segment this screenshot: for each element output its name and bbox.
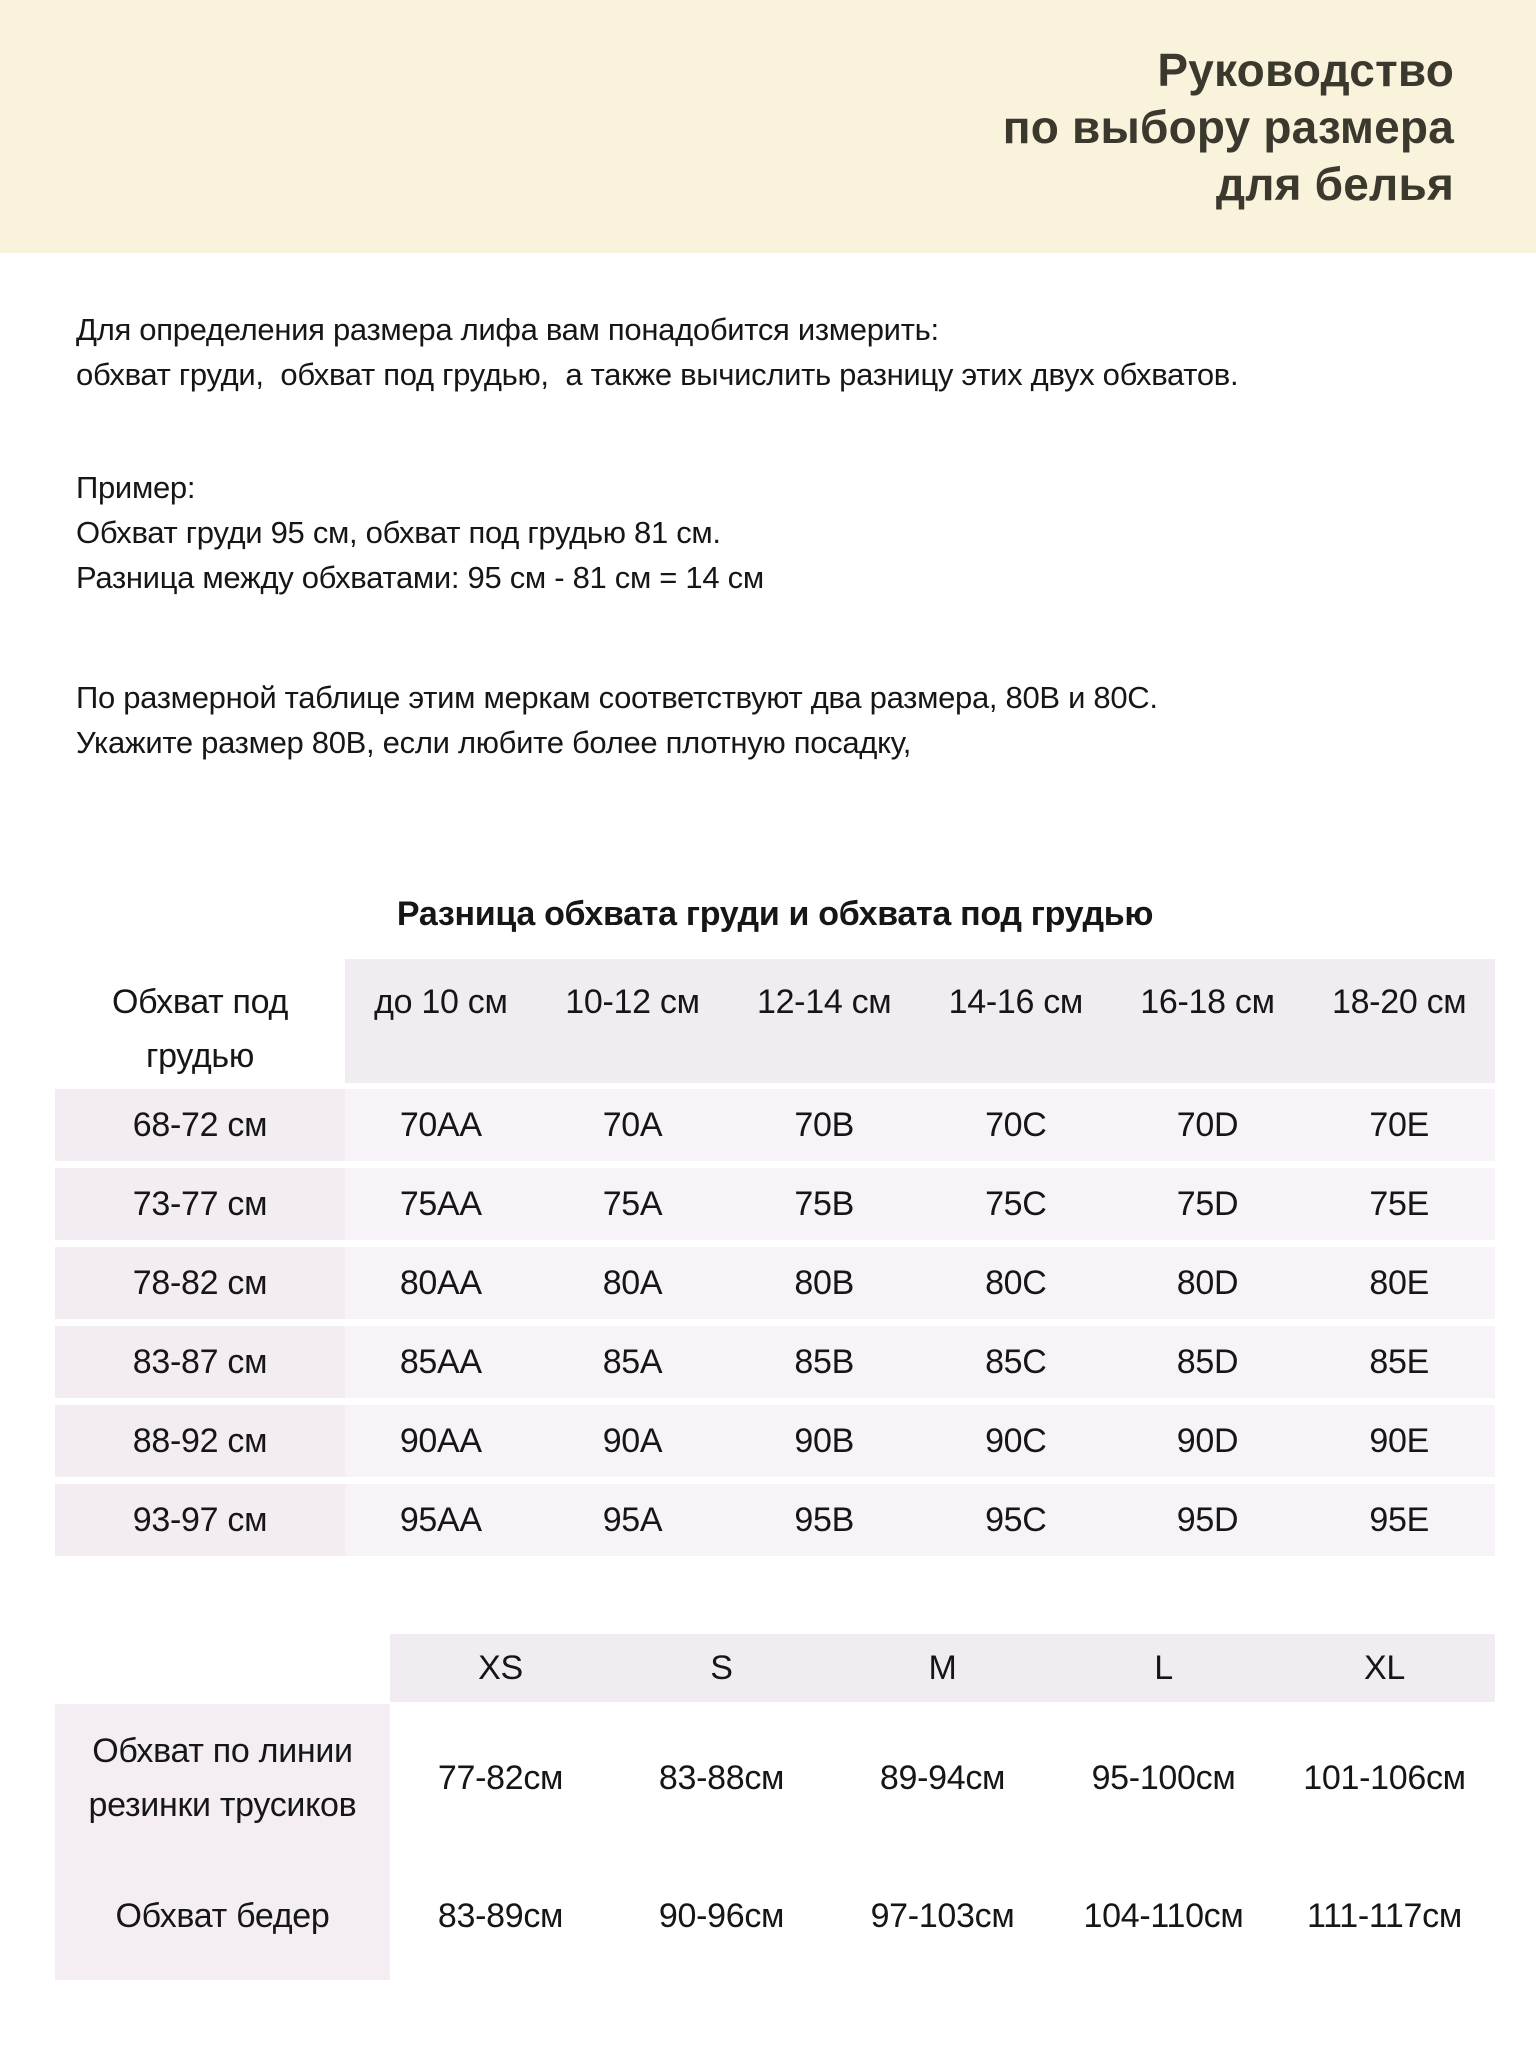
bra-table-title: Разница обхвата груди и обхвата под грудью: [396, 895, 1154, 933]
panty-size-cell: 97-103см: [832, 1852, 1053, 1980]
bra-size-cell: 80AA: [345, 1247, 537, 1319]
bra-column-header: 18-20 см: [1303, 959, 1495, 1083]
page-title: [0, 42, 1454, 213]
bra-size-cell: 95AA: [345, 1484, 537, 1556]
bra-row-label: 83-87 см: [55, 1326, 345, 1398]
example-paragraph: [0, 397, 1536, 600]
bra-table-row: [55, 1089, 1495, 1161]
recommendation-line-1: По размерной таблице этим меркам соответствуют два размера, 80B и 80C.: [76, 680, 1158, 715]
panty-column-header: S: [611, 1634, 832, 1702]
bra-size-cell: 80E: [1303, 1247, 1495, 1319]
bra-row-label: 73-77 см: [55, 1168, 345, 1240]
bra-corner-label: [55, 959, 345, 1083]
panty-size-cell: 77-82см: [390, 1704, 611, 1852]
bra-size-cell: 70AA: [345, 1089, 537, 1161]
bra-row-label: 88-92 см: [55, 1405, 345, 1477]
bra-table-body: [55, 1089, 1495, 1556]
panty-table-header-row: [55, 1634, 1495, 1702]
panty-size-cell: 95-100см: [1053, 1704, 1274, 1852]
bra-size-cell: 95E: [1303, 1484, 1495, 1556]
example-line-1: Обхват груди 95 см, обхват под грудью 81 см.: [76, 515, 721, 550]
bra-column-header: 16-18 см: [1112, 959, 1304, 1083]
bra-size-cell: 75D: [1112, 1168, 1304, 1240]
bra-column-header: 12-14 см: [728, 959, 920, 1083]
page-title-line-3: для белья: [1215, 158, 1454, 210]
bra-table-row: [55, 1405, 1495, 1477]
panty-size-cell: 90-96см: [611, 1852, 832, 1980]
bra-size-cell: 80A: [537, 1247, 729, 1319]
panty-size-cell: 104-110см: [1053, 1852, 1274, 1980]
bra-size-cell: 90E: [1303, 1405, 1495, 1477]
content: [0, 253, 1536, 1980]
bra-size-cell: 75C: [920, 1168, 1112, 1240]
recommendation-paragraph: [0, 600, 1536, 765]
bra-row-label: 78-82 см: [55, 1247, 345, 1319]
bra-size-cell: 75E: [1303, 1168, 1495, 1240]
bra-column-header: до 10 см: [345, 959, 537, 1083]
bra-size-cell: 95D: [1112, 1484, 1304, 1556]
bra-size-cell: 80C: [920, 1247, 1112, 1319]
panty-column-header: L: [1053, 1634, 1274, 1702]
panty-row-label: Обхват по линии резинки трусиков: [55, 1704, 390, 1852]
bra-table-row: [55, 1326, 1495, 1398]
bra-column-header: 10-12 см: [537, 959, 729, 1083]
panty-size-cell: 101-106см: [1274, 1704, 1495, 1852]
bra-size-cell: 95C: [920, 1484, 1112, 1556]
example-line-2: Разница между обхватами: 95 см - 81 см = 14 см: [76, 560, 764, 595]
panty-column-header: M: [832, 1634, 1053, 1702]
panty-size-table: [55, 1634, 1495, 1980]
bra-size-cell: 70C: [920, 1089, 1112, 1161]
bra-size-cell: 70B: [728, 1089, 920, 1161]
bra-size-cell: 85AA: [345, 1326, 537, 1398]
bra-corner-label-line-2: грудью: [145, 1037, 255, 1075]
panty-corner-cell: [55, 1634, 390, 1702]
bra-table-row: [55, 1247, 1495, 1319]
bra-table-row: [55, 1484, 1495, 1556]
intro-paragraph: [0, 253, 1536, 397]
bra-size-cell: 85D: [1112, 1326, 1304, 1398]
bra-size-cell: 70A: [537, 1089, 729, 1161]
bra-size-cell: 80B: [728, 1247, 920, 1319]
bra-size-cell: 70D: [1112, 1089, 1304, 1161]
example-label: Пример:: [76, 470, 196, 505]
bra-size-cell: 95A: [537, 1484, 729, 1556]
bra-size-cell: 90A: [537, 1405, 729, 1477]
bra-table-header-row: [55, 959, 1495, 1081]
intro-line-1: Для определения размера лифа вам понадобится измерить:: [76, 312, 939, 347]
panty-size-cell: 83-88см: [611, 1704, 832, 1852]
bra-size-cell: 85C: [920, 1326, 1112, 1398]
bra-size-cell: 70E: [1303, 1089, 1495, 1161]
bra-size-cell: 90C: [920, 1405, 1112, 1477]
bra-size-cell: 75AA: [345, 1168, 537, 1240]
bra-size-cell: 85E: [1303, 1326, 1495, 1398]
bra-size-cell: 75A: [537, 1168, 729, 1240]
panty-table-row: [55, 1704, 1495, 1852]
bra-size-cell: 90B: [728, 1405, 920, 1477]
bra-row-label: 68-72 см: [55, 1089, 345, 1161]
panty-size-cell: 111-117см: [1274, 1852, 1495, 1980]
panty-row-label: Обхват бедер: [55, 1852, 390, 1980]
bra-row-label: 93-97 см: [55, 1484, 345, 1556]
intro-line-2: обхват груди, обхват под грудью, а также вычислить разницу этих двух обхватов.: [76, 357, 1239, 392]
bra-size-cell: 95B: [728, 1484, 920, 1556]
bra-size-cell: 90D: [1112, 1405, 1304, 1477]
bra-size-table: [55, 959, 1495, 1556]
panty-size-cell: 83-89см: [390, 1852, 611, 1980]
recommendation-line-2: Укажите размер 80B, если любите более плотную посадку,: [76, 725, 912, 760]
header-banner: [0, 0, 1536, 253]
bra-size-cell: 85B: [728, 1326, 920, 1398]
panty-table-body: [55, 1704, 1495, 1980]
bra-size-cell: 90AA: [345, 1405, 537, 1477]
bra-table-row: [55, 1168, 1495, 1240]
panty-table-row: [55, 1852, 1495, 1980]
bra-size-cell: 75B: [728, 1168, 920, 1240]
panty-column-header: XS: [390, 1634, 611, 1702]
page-title-line-1: Руководство: [1157, 44, 1454, 96]
bra-column-header: 14-16 см: [920, 959, 1112, 1083]
bra-size-cell: 85A: [537, 1326, 729, 1398]
page-title-line-2: по выбору размера: [1002, 101, 1454, 153]
bra-corner-label-line-1: Обхват под: [111, 983, 289, 1021]
panty-column-header: XL: [1274, 1634, 1495, 1702]
bra-size-cell: 80D: [1112, 1247, 1304, 1319]
panty-size-cell: 89-94см: [832, 1704, 1053, 1852]
